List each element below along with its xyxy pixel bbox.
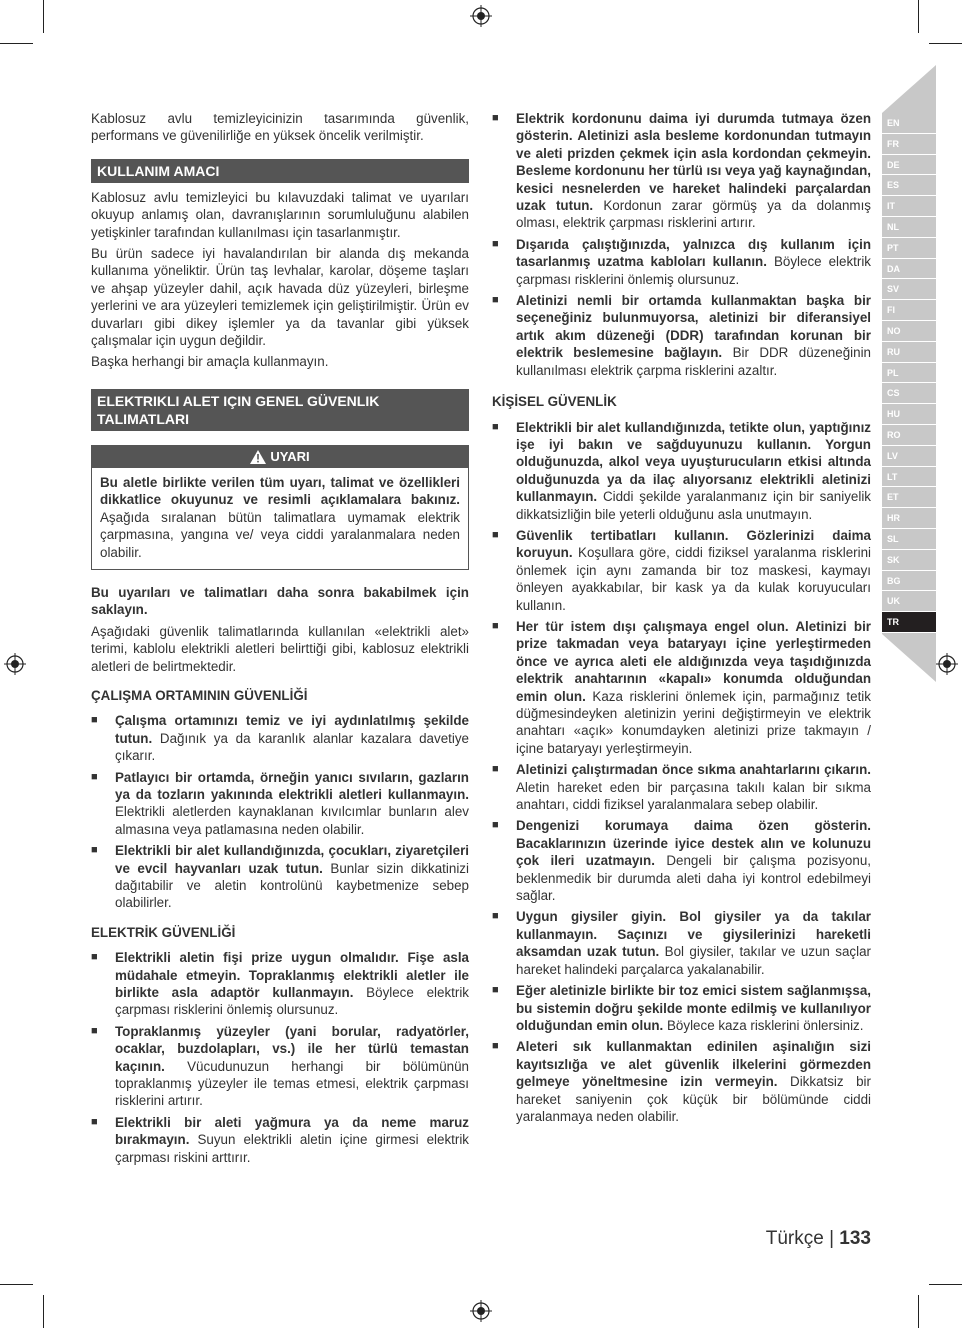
list-item-text: Koşullara göre, ciddi fiziksel yaralanma risklerini önlemek için aynı zamanda bir toz maskesi, kaymayı önleyen ayakkabılar, bir kask ya da kulak koruyucuları kullanın.: [516, 545, 871, 613]
crop-mark: [0, 1284, 33, 1285]
square-bullet-icon: ■: [492, 528, 499, 541]
square-bullet-icon: ■: [492, 112, 499, 124]
language-tab-it[interactable]: IT: [882, 196, 936, 217]
left-column: [91, 110, 469, 1170]
list-item-text: Bunlar sizin dikkatinizi dağıtabilir ve aletin kontrolünü kaybetmenize sebep olabilirler.: [115, 860, 469, 911]
keep-instructions-note: Bu uyarıları ve talimatları daha sonra bakabilmek için saklayın.: [91, 584, 469, 618]
list-item: [492, 1038, 871, 1125]
list-item: [492, 419, 871, 523]
list-item-text: Elektrikli aletlerden kaynaklanan kıvılcımlar bunların alev almasına veya patlamasına neden olabilir.: [115, 804, 469, 837]
intro-paragraph: Kablosuz avlu temizleyicinizin tasarımında güvenlik, performans ve güvenilirliğe en yüksek öncelik verilmiştir.: [91, 111, 469, 144]
warning-box: [91, 445, 469, 570]
registration-mark-icon: [470, 1300, 492, 1322]
language-tab-fi[interactable]: FI: [882, 300, 936, 321]
crop-mark: [929, 1284, 962, 1285]
list-item-text: Böylece kaza risklerini önlersiniz.: [663, 1017, 864, 1033]
list-item-bold: Elektrikli aletin fişi prize uygun olmalıdır. Fişe asla müdahale etmeyin. Topraklanmış elektrikli aletler ile birlikte asla adaptör kullanmayın.: [115, 950, 469, 1001]
square-bullet-icon: ■: [91, 714, 98, 727]
list-item-bold: Uygun giysiler giyin. Bol giysiler ya da takılar kullanmayın. Saçınızı ve giysilerinizi hareketli aksamdan uzak tutun.: [516, 909, 871, 960]
square-bullet-icon: ■: [492, 619, 499, 632]
list-item: [492, 982, 871, 1034]
language-tab-pt[interactable]: PT: [882, 238, 936, 259]
list-item-bold: Dışarıda çalıştığınızda, yalnızca dış kullanım için tasarlanmış uzatma kabloları kullanın.: [516, 236, 871, 270]
registration-mark-icon: [470, 5, 492, 27]
language-tab-sl[interactable]: SL: [882, 529, 936, 550]
language-tab-cs[interactable]: CS: [882, 383, 936, 404]
intended-use-paragraph: Başka herhangi bir amaçla kullanmayın.: [91, 354, 329, 370]
list-item: [492, 110, 871, 232]
language-tab-ru[interactable]: RU: [882, 342, 936, 363]
list-item: [492, 761, 871, 813]
list-item-bold: Elektrikli bir alet kullandığınızda, tetikte olun, yaptığınız işe iyi bakın ve sağduyunuzu kullanın. Yorgun olduğunuzda, alkol veya uyuşturucuların etkisi altında olduğunuzda ya da ilaç alıyorsanız elektrikli aletinizi kullanmayın.: [516, 419, 871, 505]
language-tab-hr[interactable]: HR: [882, 508, 936, 529]
list-item-text: Dağınık ya da karanlık alanlar kazalara davetiye çıkarır.: [115, 730, 469, 764]
language-tab-pl[interactable]: PL: [882, 363, 936, 384]
list-item-bold: Topraklanmış yüzeyler (yani borular, radyatörler, ocaklar, buzdolapları, vs.) ile her türlü temastan kaçının.: [115, 1023, 469, 1074]
warning-label: UYARI: [270, 448, 310, 464]
crop-mark: [43, 1295, 44, 1328]
list-item-text: Vücudunuzun herhangi bir bölümünün topraklanmış yüzeyler ile temas etmesi, elektrik çarpması risklerini artırır.: [115, 1058, 469, 1109]
square-bullet-icon: ■: [492, 819, 499, 832]
page-number: 133: [839, 1228, 871, 1249]
warning-body: [92, 468, 468, 569]
intended-use-paragraph: Bu ürün sadece iyi havalandırılan bir alanda dış mekanda kullanıma yöneliktir. Ürün taş levhalar, karolar, döşeme taşları ve ahşap yüzeyler dahil, açık havada düz yüzeyleri, birleşme yerlerini ve ara yüzeyleri temizlemek için geliştirilmiştir. Ürün ev duvarları gibi dikey işlemler ya da tavanlar gibi yüksek çalışmalar için uygun değildir.: [91, 246, 469, 349]
intended-use-paragraph: Kablosuz avlu temizleyici bu kılavuzdaki talimat ve uyarıları okuyup anlamış olan, davranışlarının sorumluluğunu alabilen yetişkinler tarafından kullanılması için tasarlanmıştır.: [91, 189, 469, 240]
work-area-heading: ÇALIŞMA ORTAMININ GÜVENLİĞİ: [91, 687, 308, 703]
language-tab-lv[interactable]: LV: [882, 446, 936, 467]
crop-mark: [918, 1295, 919, 1328]
square-bullet-icon: ■: [91, 1115, 98, 1128]
language-tab-fr[interactable]: FR: [882, 134, 936, 155]
work-area-list: [91, 712, 469, 911]
list-item-bold: Dengenizi korumaya daima özen gösterin. Bacaklarınızın üzerinde iyice destek alın ve kolunuzu çok ileri uzatmayın.: [516, 818, 871, 869]
list-item: [91, 769, 469, 839]
personal-safety-heading: KİŞİSEL GÜVENLİK: [492, 394, 617, 410]
language-tab-lt[interactable]: LT: [882, 467, 936, 488]
square-bullet-icon: ■: [492, 910, 499, 923]
list-item: [91, 1023, 469, 1110]
registration-mark-icon: [936, 653, 958, 675]
list-item: [492, 292, 871, 379]
list-item-bold: Aletinizi çalıştırmadan önce sıkma anahtarlarını çıkarın.: [516, 762, 871, 778]
list-item-bold: Elektrikli bir aleti yağmura ya da neme maruz bırakmayın.: [115, 1114, 469, 1148]
language-tabs: [882, 113, 936, 633]
list-item: [492, 236, 871, 288]
crop-mark: [43, 0, 44, 33]
square-bullet-icon: ■: [91, 951, 98, 964]
language-tab-tr[interactable]: TR: [882, 612, 936, 633]
language-tab-et[interactable]: ET: [882, 487, 936, 508]
warning-header: [92, 446, 468, 468]
language-tab-hu[interactable]: HU: [882, 404, 936, 425]
list-item: [91, 842, 469, 912]
list-item: [492, 817, 871, 904]
language-tab-no[interactable]: NO: [882, 321, 936, 342]
list-item: [492, 618, 871, 757]
list-item-bold: Eğer aletinizle birlikte bir toz emici sistem sağlanmışsa, bu sistemin doğru şekilde monte edilmiş ve kullanılıyor olduğundan emin olun.: [516, 983, 871, 1033]
list-item: [91, 1114, 469, 1166]
warning-triangle-icon: [250, 450, 266, 464]
list-item-text: Ciddi şekilde yaralanmanız için bir saniyelik dikkatsizliğin bile yeterli olduğunu asla unutmayın.: [516, 489, 871, 522]
list-item-text: Aletin hareket eden bir parçasına takılı kalan bir sıkma anahtarı, ciddi fiziksel yaralanmalara sebep olabilir.: [516, 779, 871, 813]
list-item: [492, 527, 871, 614]
list-item-bold: Aleteri sık kullanmaktan edinilen aşinalığın sizi kayıtsızlığa ve alet güvenlik ilkelerini görmezden gelmeye yöneltmesine izin vermeyin.: [516, 1039, 871, 1090]
warning-bold-text: Bu aletle birlikte verilen tüm uyarı, talimat ve özellikleri dikkatlice okuyunuz ve resimli açıklamalara bakınız.: [100, 474, 460, 508]
list-item-text: Bir DDR düzeneğinin kullanılması elektrik çarpma risklerini azaltır.: [516, 345, 871, 378]
list-item-text: Dikkatsiz bir hareket saniyenin çok küçük bir bölümünde ciddi yaralanmaya neden olabilir.: [516, 1074, 871, 1124]
list-item-text: Bol giysiler, takılar ve uzun saçlar hareket halindeki parçalarca yakalanabilir.: [516, 944, 871, 977]
language-tab-sk[interactable]: SK: [882, 550, 936, 571]
language-tab-ro[interactable]: RO: [882, 425, 936, 446]
language-tab-bg[interactable]: BG: [882, 571, 936, 592]
square-bullet-icon: ■: [91, 1024, 98, 1037]
square-bullet-icon: ■: [492, 763, 499, 776]
square-bullet-icon: ■: [492, 984, 499, 997]
language-tab-en[interactable]: EN: [882, 113, 936, 134]
square-bullet-icon: ■: [91, 770, 98, 783]
list-item-text: Kordonun zarar görmüş ya da dolanmış olması, elektrik çarpması risklerini artırır.: [516, 198, 871, 231]
language-tab-de[interactable]: DE: [882, 155, 936, 176]
crop-mark: [918, 0, 919, 33]
list-item: [91, 949, 469, 1019]
power-tool-definition: Aşağıdaki güvenlik talimatlarında kullanılan «elektrikli alet» terimi, kablolu elektrikli aletleri belirttiği gibi, kablosuz elektrikli aletleri de belirtmektedir.: [91, 623, 469, 674]
registration-mark-icon: [4, 653, 26, 675]
electrical-safety-heading: ELEKTRİK GÜVENLİĞİ: [91, 924, 236, 940]
electrical-safety-list-continued: [492, 110, 871, 379]
list-item: [492, 908, 871, 978]
page-footer: [766, 1230, 871, 1247]
list-item-text: Böylece elektrik çarpması risklerini önlemiş olursunuz.: [516, 254, 871, 287]
list-item-bold: Patlayıcı bir ortamda, örneğin yanıcı sıvıların, gazların ya da tozların yakınında elektrikli aletleri kullanmayın.: [115, 769, 469, 802]
list-item-bold: Elektrik kordonunu daima iyi durumda tutmaya özen gösterin. Aletinizi asla besleme kordonundan tutmayın ve aleti prizden çekmek için asla kordondan çekmeyin. Besleme kordonunu her türlü ısı veya yağ kaynağından, kesici nesnelerden ve hareket halindeki parçalardan uzak tutun.: [516, 111, 871, 214]
list-item-text: Suyun elektrikli aletin içine girmesi elektrik çarpması riskini arttırır.: [115, 1132, 469, 1165]
footer-language: Türkçe: [765, 1228, 824, 1249]
right-column: [492, 110, 871, 1129]
language-sidebar: [882, 65, 936, 682]
list-item-bold: Aletinizi nemli bir ortamda kullanmaktan başka bir seçeneğiniz bulunmuyorsa, aletinizi bir diferansiyel artık akım düzeneği (DDR) tarafından korunan bir elektrik beslemesine bağlayın.: [516, 293, 871, 361]
list-item-bold: Elektrikli bir alet kullandığınızda, çocukları, ziyaretçileri ve evcil hayvanları uzak tutun.: [115, 843, 469, 876]
crop-mark: [0, 43, 33, 44]
list-item-text: Kaza risklerini önlemek için, parmağınız tetik düğmesindeyken aletinizin yerini değiştirmeyin ve elektrik anahtarı «açık» konumdayken aletinizi prize takmayın / içine bataryayı yerleştirmeyin.: [516, 688, 871, 756]
footer-separator: |: [823, 1228, 840, 1249]
language-tab-uk[interactable]: UK: [882, 591, 936, 612]
list-item-bold: Her tür istem dışı çalışmaya engel olun. Aletinizi bir prize takmadan veya bataryayı içine yerleştirmeden önce ve ayrıca aleti ele aldığınızda veya taşıdığınızda elektrik anahtarının «kapalı» konumda olduğundan emin olun.: [516, 618, 871, 704]
square-bullet-icon: ■: [91, 844, 98, 857]
list-item-bold: Güvenlik tertibatları kullanın. Gözlerinizi daima koruyun.: [516, 527, 871, 561]
language-tab-nl[interactable]: NL: [882, 217, 936, 238]
list-item-text: Dengeli bir çalışma pozisyonu, beklenmedik bir durumda aleti daha iyi kontrol edebilmeyi sağlar.: [516, 853, 871, 904]
electrical-safety-list: [91, 949, 469, 1166]
crop-mark: [929, 43, 962, 44]
section-heading-general-safety: ELEKTRIKLI ALET IÇIN GENEL GÜVENLIK TALIMATLARI: [91, 389, 469, 431]
square-bullet-icon: ■: [492, 294, 499, 307]
list-item-text: Böylece elektrik çarpması risklerini önlemiş olursunuz.: [115, 985, 469, 1018]
square-bullet-icon: ■: [492, 1040, 499, 1053]
section-heading-intended-use: KULLANIM AMACI: [91, 159, 469, 183]
list-item: [91, 712, 469, 764]
list-item-bold: Çalışma ortamınızı temiz ve iyi aydınlatılmış şekilde tutun.: [115, 713, 469, 746]
language-tab-da[interactable]: DA: [882, 259, 936, 280]
square-bullet-icon: ■: [492, 420, 499, 433]
warning-text: Aşağıda sıralanan bütün talimatlara uymamak elektrik çarpmasına, yangına ve/ veya ciddi yaralanmalara neden olabilir.: [100, 509, 460, 560]
personal-safety-list: [492, 419, 871, 1126]
language-tab-es[interactable]: ES: [882, 175, 936, 196]
square-bullet-icon: ■: [492, 237, 499, 250]
language-tab-sv[interactable]: SV: [882, 279, 936, 300]
